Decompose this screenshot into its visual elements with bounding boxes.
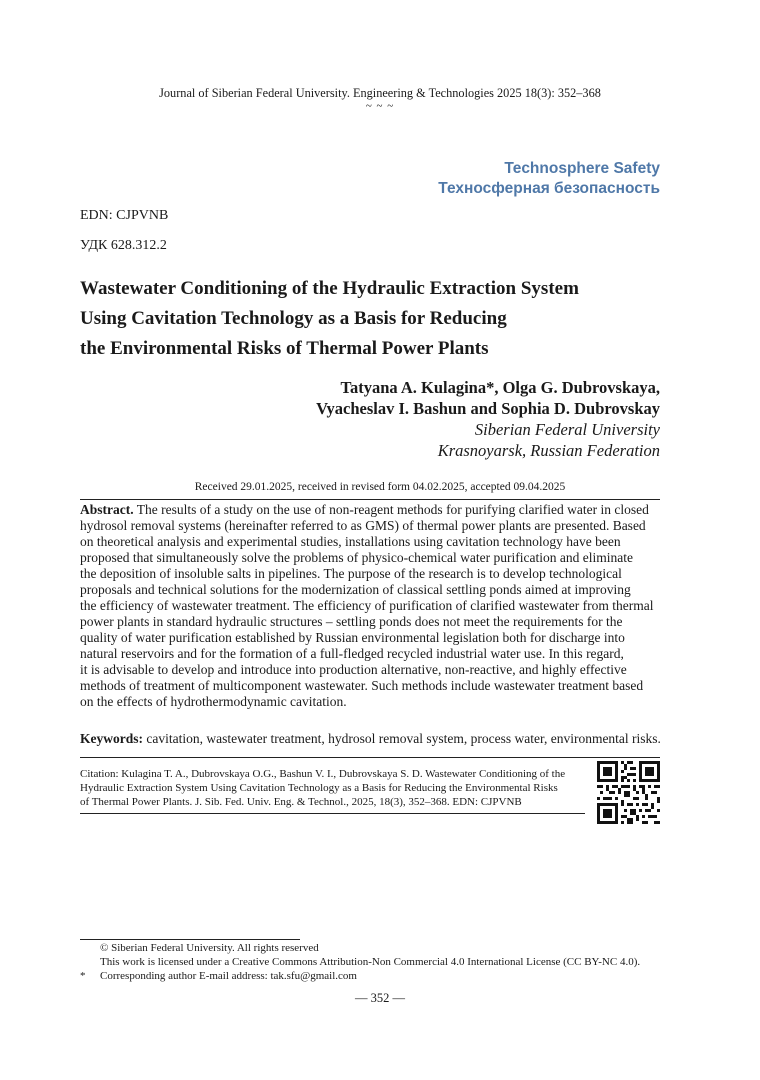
abstract-line: quality of water purification established by Russian environmental legislation both for discharge into [80,630,625,645]
footnote-divider [80,939,300,940]
abstract-text: The results of a study on the use of non-reagent methods for purifying clarified water in closed [136,502,649,517]
corresponding-author-note: Corresponding author E-mail address: tak.sfu@gmail.com [100,970,357,982]
divider [80,757,660,758]
abstract-line: proposed that simultaneously solve the problems of physico-chemical water purification and eliminate [80,550,633,565]
citation-line: Hydraulic Extraction System Using Cavitation Technology as a Basis for Reducing the Environmental Risks [80,782,558,794]
abstract-line: methods of treatment of multicomponent wastewater. Such methods include wastewater treatment based [80,678,644,693]
article-title-line-2: Using Cavitation Technology as a Basis for Reducing [80,308,507,329]
abstract-line: on the effects of hydrothermodynamic cavitation. [80,694,347,709]
abstract-line [80,502,660,518]
section-title-ru: Техносферная безопасность [438,180,660,197]
qr-code-icon [597,761,660,824]
divider [80,499,660,500]
copyright-note: © Siberian Federal University. All rights reserved [100,942,319,954]
header-separator: ~ ~ ~ [365,100,395,112]
abstract [80,502,660,710]
authors-line-1: Tatyana A. Kulagina*, Olga G. Dubrovskaya, [340,378,660,397]
authors-line-2: Vyacheslav I. Bashun and Sophia D. Dubrovskay [316,399,660,418]
abstract-line: power plants in standard hydraulic structures – settling ponds does not meet the requirements for the [80,614,623,629]
received-dates: Received 29.01.2025, received in revised form 04.02.2025, accepted 09.04.2025 [194,481,566,493]
section-title-en: Technosphere Safety [504,160,660,177]
divider [80,813,585,814]
keywords [80,731,660,747]
affiliation: Siberian Federal University [474,420,660,439]
abstract-line: the efficiency of wastewater treatment. The efficiency of purification of clarified wastewater from thermal [80,598,654,613]
udk-code: УДК 628.312.2 [80,238,167,253]
abstract-line: hydrosol removal systems (hereinafter referred to as GMS) of thermal power plants are presented. Based [80,518,646,533]
abstract-line: the deposition of insoluble salts in pipelines. The purpose of the research is to develop technological [80,566,622,581]
abstract-line: proposals and technical solutions for the modernization of classical settling ponds aimed at improving [80,582,631,597]
affiliation-location: Krasnoyarsk, Russian Federation [437,441,660,460]
edn-code: EDN: CJPVNB [80,208,169,223]
keywords-label: Keywords: [80,731,143,746]
abstract-label: Abstract. [80,502,134,517]
abstract-line: on theoretical analysis and experimental studies, installations using cavitation technology have been [80,534,621,549]
article-title-line-1: Wastewater Conditioning of the Hydraulic Extraction System [80,278,579,299]
license-note: This work is licensed under a Creative Commons Attribution-Non Commercial 4.0 International License (CC BY-NC 4.0). [100,956,641,968]
citation-line: of Thermal Power Plants. J. Sib. Fed. Univ. Eng. & Technol., 2025, 18(3), 352–368. EDN: CJPVNB [80,796,522,808]
journal-header: Journal of Siberian Federal University. Engineering & Technologies 2025 18(3): 352–368 [159,86,601,100]
keywords-text: cavitation, wastewater treatment, hydrosol removal system, process water, environmental risks. [146,731,661,746]
citation [80,767,580,809]
page-number: — 352 — [355,991,405,1005]
footnote-marker: * [80,970,86,982]
abstract-line: natural reservoirs and for the formation of a full-fledged recycled industrial water use. In this regard, [80,646,624,661]
article-title-line-3: the Environmental Risks of Thermal Power Plants [80,338,489,359]
abstract-line: it is advisable to develop and introduce into production alternative, non-reactive, and highly effective [80,662,627,677]
citation-line: Citation: Kulagina T. A., Dubrovskaya O.G., Bashun V. I., Dubrovskaya S. D. Wastewater Conditioning of the [80,768,566,780]
